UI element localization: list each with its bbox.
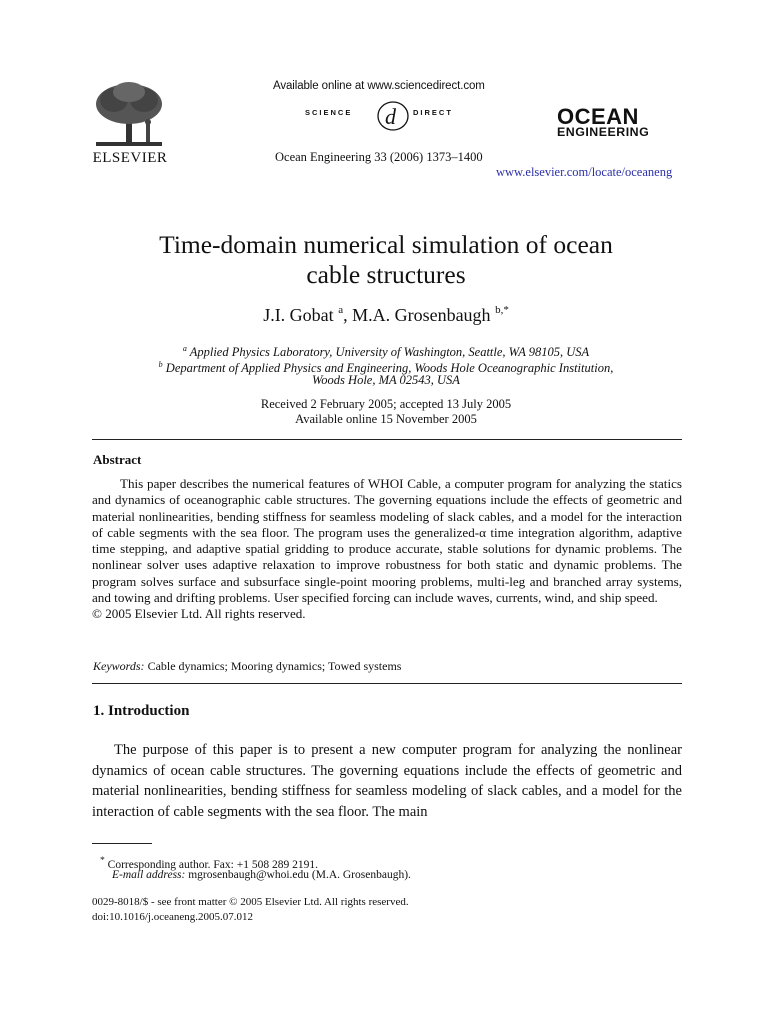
email-address: mgrosenbaugh@whoi.edu (M.A. Grosenbaugh). xyxy=(188,869,411,881)
journal-logo-line1: OCEAN xyxy=(557,104,639,129)
introduction-text: The purpose of this paper is to present a new computer program for analyzing the nonlinear dynamics of ocean cable structures. The governing equations include the effects of geometric and material nonlinearities, bending stiffness for seamless modeling of slack cables, and a model for the interaction of cable segments with the sea floor. The main xyxy=(92,742,682,820)
title-line-2: cable structures xyxy=(306,260,466,289)
keywords-label: Keywords: xyxy=(93,659,145,673)
keywords-text: Cable dynamics; Mooring dynamics; Towed systems xyxy=(147,659,402,673)
affiliation-mark: b xyxy=(158,360,163,369)
available-date: Available online 15 November 2005 xyxy=(295,412,477,426)
title-line-1: Time-domain numerical simulation of ocean xyxy=(159,230,613,259)
sd-right-word: DIRECT xyxy=(413,108,453,117)
email-footnote xyxy=(112,868,411,883)
affiliation-b-cont: Woods Hole, MA 02543, USA xyxy=(312,373,460,387)
sciencedirect-logo xyxy=(305,99,475,133)
sciencedirect-d-icon xyxy=(376,99,410,133)
author-list: J.I. Gobat $^a$, M.A. Grosenbaugh $^{b,*}$ xyxy=(263,304,509,325)
author-name: J.I. Gobat xyxy=(263,305,334,325)
svg-text:d: d xyxy=(385,104,396,129)
abstract-copyright: © 2005 Elsevier Ltd. All rights reserved. xyxy=(92,606,306,622)
abstract-body xyxy=(92,476,682,623)
affiliation-text: Department of Applied Physics and Engineering, Woods Hole Oceanographic Institution, xyxy=(165,361,614,376)
journal-reference: Ocean Engineering 33 (2006) 1373–1400 xyxy=(275,150,483,164)
article-title xyxy=(90,230,682,290)
author-affiliation-mark: a xyxy=(338,304,344,316)
footnote-mark: * xyxy=(100,855,105,866)
doi-line: doi:10.1016/j.oceaneng.2005.07.012 xyxy=(92,911,254,923)
journal-url-link[interactable]: www.elsevier.com/locate/oceaneng xyxy=(496,165,673,179)
received-date: Received 2 February 2005; accepted 13 July 2005 xyxy=(260,397,512,411)
author-name: M.A. Grosenbaugh xyxy=(352,305,491,325)
abstract-heading: Abstract xyxy=(93,452,142,467)
email-label: E-mail address: xyxy=(112,869,186,881)
journal-logo-line2: ENGINEERING xyxy=(557,125,650,139)
footnote-divider xyxy=(92,843,152,844)
publisher-name: ELSEVIER xyxy=(92,150,168,166)
divider xyxy=(92,439,682,440)
issn-line: 0029-8018/$ - see front matter © 2005 Elsevier Ltd. All rights reserved. xyxy=(92,896,409,908)
abstract-text: This paper describes the numerical features of WHOI Cable, a computer program for analyzing the statics and dynamics of oceanographic cable structures. The governing equations include the effects of geometric and material nonlinearities, bending stiffness for seamless modeling of slack cables, and a model for the interaction of cable segments with the sea floor. The program uses the generalized-α time integration algorithm, adaptive time stepping, and adaptive spatial gridding to produce accurate, stable solutions for dynamic problems. The nonlinear solver uses adaptive relaxation to improve robustness for both static and dynamic problems. The program solves surface and subsurface single-point mooring problems, multi-leg and branched array systems, and towing and drifting problems. User specified forcing can include waves, currents, wind, and ship speed. xyxy=(92,476,682,606)
footnote-text: Corresponding author. Fax: +1 508 289 2191. xyxy=(107,858,318,871)
divider xyxy=(92,683,682,684)
sd-left-word: SCIENCE xyxy=(305,108,353,117)
section-heading: 1. Introduction xyxy=(93,703,190,719)
keywords xyxy=(93,659,401,674)
introduction-body xyxy=(92,740,682,822)
affiliation-mark: a xyxy=(182,344,187,353)
author-affiliation-mark: b,* xyxy=(495,304,509,316)
affiliation-text: Applied Physics Laboratory, University of Washington, Seattle, WA 98105, USA xyxy=(189,345,590,360)
available-online-text: Available online at www.sciencedirect.com xyxy=(273,80,485,92)
